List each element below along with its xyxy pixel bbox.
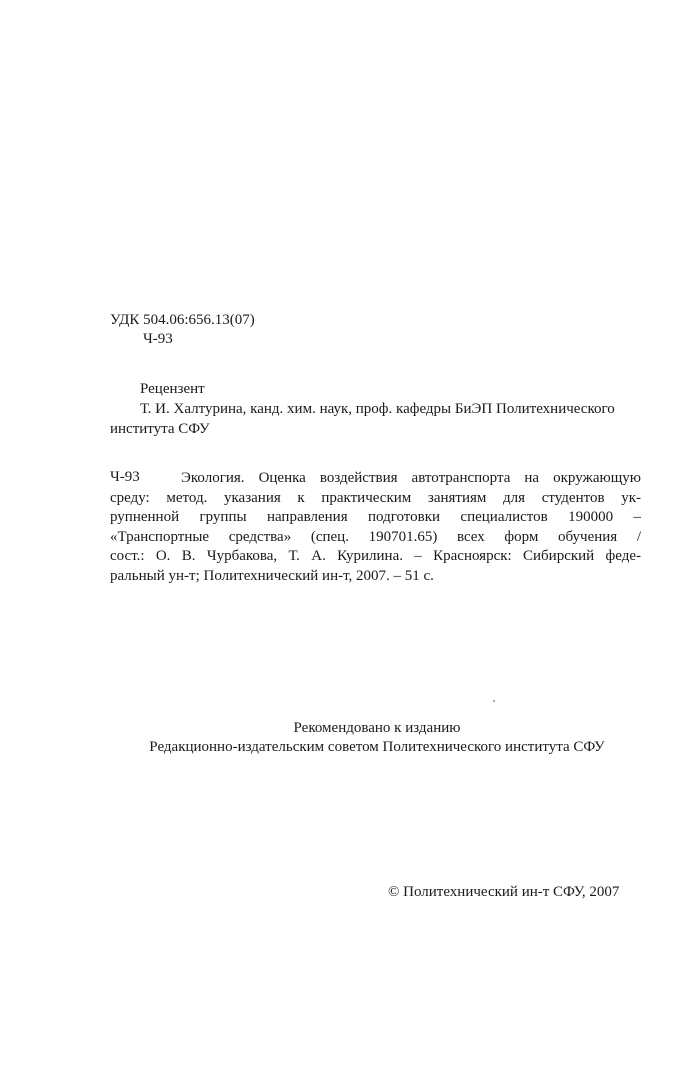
annotation-line: «Транспортные средства» (спец. 190701.65) всех форм обучения / — [110, 528, 641, 545]
reviewer-label: Рецензент — [140, 381, 205, 397]
copyright-notice: © Политехнический ин-т СФУ, 2007 — [388, 884, 620, 900]
reviewer-line-2: института СФУ — [110, 421, 210, 437]
catalog-code-top: Ч-93 — [143, 331, 173, 347]
recommendation-line-1: Рекомендовано к изданию — [293, 720, 461, 736]
annotation-line: среду: метод. указания к практическим занятиям для студентов ук- — [110, 489, 641, 506]
recommendation-line-2: Редакционно-издательским советом Политехнического института СФУ — [149, 739, 605, 755]
annotation-catalog-code: Ч-93 — [110, 469, 140, 485]
reviewer-line-1: Т. И. Халтурина, канд. хим. наук, проф. кафедры БиЭП Политехнического — [140, 401, 615, 417]
annotation-line: ральный ун-т; Политехнический ин-т, 2007. – 51 с. — [110, 567, 434, 584]
annotation-line: Экология. Оценка воздействия автотранспорта на окружающую — [181, 470, 641, 486]
udk-code: УДК 504.06:656.13(07) — [110, 312, 255, 328]
annotation-line: сост.: О. В. Чурбакова, Т. А. Курилина. – Красноярск: Сибирский феде- — [110, 548, 641, 565]
scan-speck — [493, 700, 495, 702]
annotation-line: рупненной группы направления подготовки специалистов 190000 – — [110, 509, 641, 526]
